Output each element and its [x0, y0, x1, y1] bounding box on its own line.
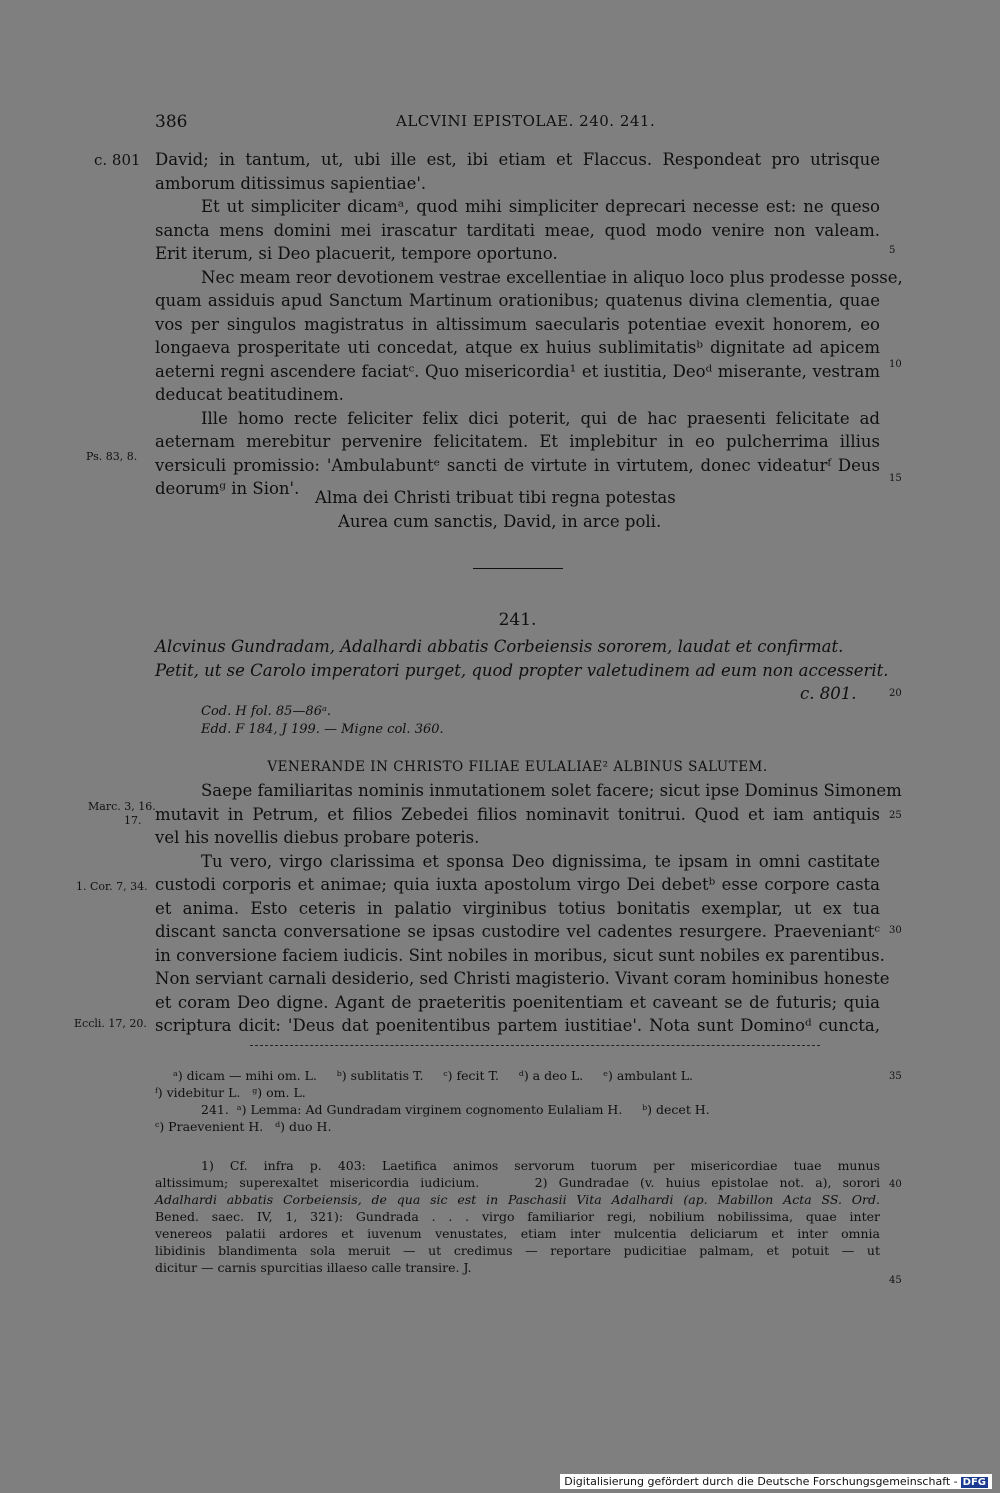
text-line: custodi corporis et animae; quia iuxta apostolum virgo Dei debetᵇ esse corpore casta — [155, 875, 880, 894]
text-line: quam assiduis apud Sanctum Martinum orationibus; quatenus divina clementia, quae — [155, 291, 880, 310]
margin-date: c. 801 — [94, 151, 141, 169]
text-line: deorumᵍ in Sion'. — [155, 479, 300, 498]
codex-reference: Cod. H fol. 85—86ᵃ. — [201, 704, 331, 719]
running-title: ALCVINI EPISTOLAE. 240. 241. — [396, 112, 656, 130]
editions-reference: Edd. F 184, J 199. — Migne col. 360. — [201, 722, 444, 737]
footnote-divider — [250, 1045, 820, 1046]
text-line: David; in tantum, ut, ubi ille est, ibi etiam et Flaccus. Respondeat pro utrisque — [155, 150, 880, 169]
text-line: deducat beatitudinem. — [155, 385, 344, 404]
text-line: et anima. Esto ceteris in palatio virginibus totius bonitatis exemplar, ut ex tua — [155, 898, 880, 918]
text-line: Nec meam reor devotionem vestrae excellentiae in aliquo loco plus prodesse posse, — [201, 267, 903, 287]
text-line: aeternam merebitur pervenire felicitatem. Et implebitur in eo pulcherrima illius — [155, 432, 880, 451]
margin-ref-marc-verse: 17. — [124, 814, 142, 827]
critical-apparatus — [155, 1067, 880, 1135]
margin-ref-ecclesiasticus: Eccli. 17, 20. — [74, 1017, 147, 1030]
line-number: 15 — [889, 473, 902, 484]
text-line: sancta mens domini mei irascatur tarditati meae, quod modo venire non valeam. — [155, 220, 880, 240]
text-line: in conversione faciem iudicis. Sint nobiles in moribus, sicut sunt nobiles ex parentibus. — [155, 945, 885, 965]
verse-line: Alma dei Christi tribuat tibi regna potestas — [315, 488, 676, 507]
text-line: amborum ditissimus sapientiae'. — [155, 173, 427, 193]
text-line: vel his novellis diebus probare poteris. — [155, 828, 480, 847]
text-line: Saepe familiaritas nominis inmutationem solet facere; sicut ipse Dominus Simonem — [201, 781, 902, 800]
note-line: Adalhardi abbatis Corbeiensis, de qua sic est in Paschasii Vita Adalhardi (ap. Mabillon Acta SS. Ord. — [155, 1192, 880, 1207]
salutation: VENERANDE IN CHRISTO FILIAE EULALIAE² ALBINUS SALUTEM. — [267, 759, 768, 775]
margin-ref-psalm: Ps. 83, 8. — [86, 450, 138, 463]
digitization-credit — [560, 1474, 992, 1489]
line-number: 35 — [889, 1071, 902, 1082]
margin-ref-marc: Marc. 3, 16. — [88, 800, 156, 813]
note-line: 1) Cf. infra p. 403: Laetifica animos servorum tuorum per misericordiae tuae munus — [201, 1158, 880, 1173]
line-number: 25 — [889, 810, 902, 821]
credit-text: Digitalisierung gefördert durch die Deutsche Forschungsgemeinschaft - — [564, 1475, 958, 1488]
variant-line: 241. ᵃ) Lemma: Ad Gundradam virginem cognomento Eulaliam H. ᵇ) decet H. — [201, 1102, 710, 1117]
line-number: 40 — [889, 1179, 902, 1190]
text-line: versiculi promissio: 'Ambulabuntᵉ sancti de virtute in virtutem, donec videaturᶠ Deus — [155, 455, 880, 475]
text-line: mutavit in Petrum, et filios Zebedei filios nominavit tonitrui. Quod et iam antiquis — [155, 804, 880, 824]
letter-summary: Petit, ut se Carolo imperatori purget, quod propter valetudinem ad eum non accesserit. — [155, 661, 889, 680]
note-line: libidinis blandimenta sola meruit — ut credimus — reportare pudicitiae palmam, et potuit — ut — [155, 1243, 880, 1258]
note-line: venereos palatii ardores et iuvenum venustates, etiam inter mulcentia deliciarum et inter omnia — [155, 1226, 880, 1241]
text-line: aeterni regni ascendere faciatᶜ. Quo misericordia¹ et iustitia, Deoᵈ miserante, vestram — [155, 361, 880, 381]
text-line: Ille homo recte feliciter felix dici poterit, qui de hac praesenti felicitate ad — [201, 408, 880, 428]
text-line: vos per singulos magistratus in altissimum saecularis potentiae evexit honorem, eo — [155, 314, 880, 334]
line-number: 30 — [889, 925, 902, 936]
text-line: longaeva prosperitate uti concedat, atque ex huius sublimitatisᵇ dignitate ad apicem — [155, 338, 880, 357]
text-line: Erit iterum, si Deo placuerit, tempore oportuno. — [155, 244, 558, 263]
note-line: altissimum; superexaltet misericordia iudicium. 2) Gundradae (v. huius epistolae not. a), sorori — [155, 1175, 880, 1190]
line-number: 10 — [889, 359, 902, 370]
margin-ref-corinthians: 1. Cor. 7, 34. — [76, 880, 148, 893]
dfg-logo-icon: DFG — [962, 1477, 986, 1488]
section-divider — [473, 568, 563, 569]
variant-line: ᶜ) Praevenient H. ᵈ) duo H. — [155, 1119, 332, 1134]
variant-line: ᵃ) dicam — mihi om. L. ᵇ) sublitatis T. ᶜ) fecit T. ᵈ) a deo L. ᵉ) ambulant L. — [173, 1068, 693, 1083]
text-line: Et ut simpliciter dicamᵃ, quod mihi simpliciter deprecari necesse est: ne queso — [201, 197, 880, 216]
text-line: Non serviant carnali desiderio, sed Christi magisterio. Vivant coram hominibus honeste — [155, 969, 890, 988]
line-number: 5 — [889, 245, 896, 256]
verse-line: Aurea cum sanctis, David, in arce poli. — [338, 512, 662, 531]
text-line: scriptura dicit: 'Deus dat poenitentibus partem iustitiae'. Nota sunt Dominoᵈ cuncta, — [155, 1016, 880, 1035]
text-line: Tu vero, virgo clarissima et sponsa Deo dignissima, te ipsam in omni castitate — [201, 851, 880, 871]
note-line: dicitur — carnis spurcitias illaeso calle transire. J. — [155, 1260, 472, 1275]
letter-date: c. 801. — [800, 684, 857, 703]
variant-line: ᶠ) videbitur L. ᵍ) om. L. — [155, 1085, 306, 1100]
letter-number: 241. — [498, 610, 537, 630]
line-number: 20 — [889, 688, 902, 699]
page-number: 386 — [155, 112, 188, 132]
footnotes — [155, 1157, 880, 1276]
text-line: discant sancta conversatione se ipsas custodire vel cadentes resurgere. Praeveniantᶜ — [155, 922, 880, 941]
text-line: et coram Deo digne. Agant de praeteritis poenitentiam et caveant se de futuris; quia — [155, 992, 880, 1012]
line-number: 45 — [889, 1275, 902, 1286]
note-line: Bened. saec. IV, 1, 321): Gundrada . . . virgo familiarior regi, nobilium nobilissima, quae inter — [155, 1209, 880, 1224]
letter-summary: Alcvinus Gundradam, Adalhardi abbatis Corbeiensis sororem, laudat et confirmat. — [155, 637, 844, 656]
